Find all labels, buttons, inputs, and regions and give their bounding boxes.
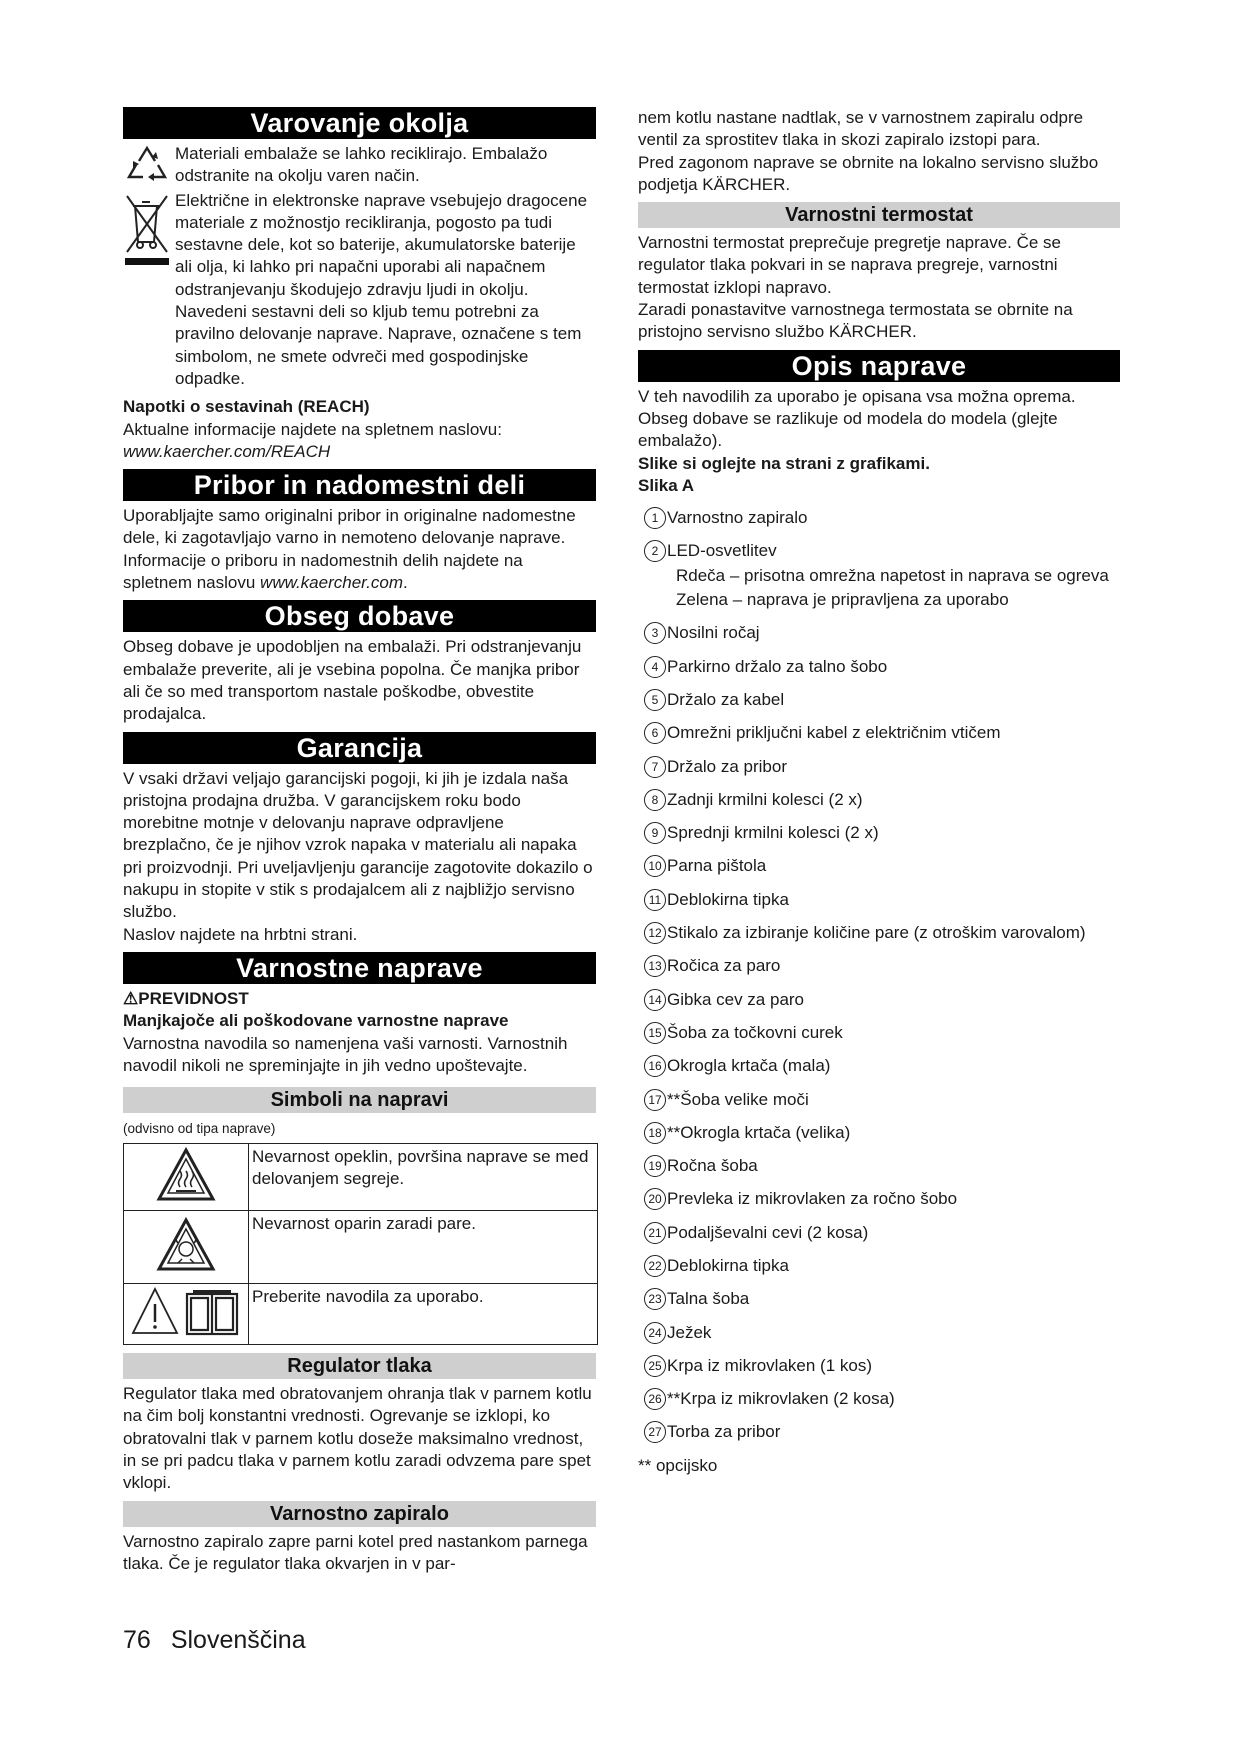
thermostat-paragraph: Varnostni termostat preprečuje pregretje naprave. Če se regulator tlaka pokvari in se naprava pregreje, varnostni termostat izklopi napravo. <box>638 233 1062 297</box>
table-row <box>124 1211 598 1284</box>
item-label: Deblokirna tipka <box>667 1255 789 1275</box>
symbol-text: Preberite navodila za uporabo. <box>249 1284 598 1345</box>
subheading-symbols: Simboli na napravi <box>123 1087 596 1113</box>
list-item <box>638 1122 1120 1144</box>
list-item <box>638 1355 1120 1377</box>
list-item <box>638 955 1120 977</box>
thermostat-reset-note: Zaradi ponastavitve varnostnega termostata se obrnite na pristojno servisno službo KÄRCHER. <box>638 300 1073 342</box>
left-column <box>123 107 596 1575</box>
section-heading-accessories: Pribor in nadomestni deli <box>123 469 596 501</box>
lock-paragraph: Varnostno zapiralo zapre parni kotel pred nastankom parnega tlaka. Če je regulator tlaka okvarjen in v par- <box>123 1531 588 1573</box>
crossed-bin-icon <box>123 192 171 268</box>
item-number-badge: 6 <box>644 722 666 744</box>
item-label: Omrežni priključni kabel z električnim vtičem <box>667 723 1001 743</box>
list-item <box>638 1388 1120 1410</box>
list-item <box>638 989 1120 1011</box>
accessories-info: Informacije o priboru in nadomestnih delih najdete na spletnem naslovu www.kaercher.com. <box>123 550 523 593</box>
read-manual-icon <box>131 1286 241 1338</box>
table-row <box>124 1284 598 1345</box>
item-label: Varnostno zapiralo <box>667 508 808 528</box>
scope-paragraph: Obseg dobave je upodobljen na embalaži. Pri odstranjevanju embalaže preverite, ali je vsebina popolna. Če manjka pribor ali če so med transportom nastale poškodbe, obvestite prodajalca. <box>123 637 582 724</box>
env-paragraph-1: Materiali embalaže se lahko reciklirajo. Embalažo odstranite na okolju varen način. <box>175 144 548 186</box>
subheading-pressure-regulator: Regulator tlaka <box>123 1353 596 1379</box>
item-number-badge: 1 <box>644 507 666 529</box>
item-number-badge: 7 <box>644 756 666 778</box>
list-item <box>638 889 1120 911</box>
led-sub-red: Rdeča – prisotna omrežna napetost in naprava se ogreva <box>676 565 1109 585</box>
item-number-badge: 19 <box>644 1155 666 1177</box>
list-item <box>638 540 1120 562</box>
section-heading-device-description: Opis naprave <box>638 350 1120 382</box>
item-label: Deblokirna tipka <box>667 889 789 909</box>
caution-label: ⚠PREVIDNOST <box>123 988 249 1008</box>
list-item <box>638 1288 1120 1310</box>
item-number-badge: 3 <box>644 622 666 644</box>
list-item <box>638 507 1120 529</box>
page-number: 76 <box>123 1626 151 1654</box>
item-label: Šoba za točkovni curek <box>667 1022 843 1042</box>
list-item <box>638 1322 1120 1344</box>
symbol-text: Nevarnost opeklin, površina naprave se med delovanjem segreje. <box>249 1144 598 1211</box>
item-number-badge: 9 <box>644 822 666 844</box>
item-number-badge: 15 <box>644 1022 666 1044</box>
item-number-badge: 21 <box>644 1222 666 1244</box>
item-label: Okrogla krtača (mala) <box>667 1056 831 1076</box>
item-label: Gibka cev za paro <box>667 989 805 1009</box>
item-number-badge: 17 <box>644 1089 666 1111</box>
list-item <box>638 1022 1120 1044</box>
accessories-url[interactable]: www.kaercher.com <box>260 573 404 593</box>
list-item <box>638 855 1120 877</box>
section-heading-scope: Obseg dobave <box>123 600 596 632</box>
item-label: **Krpa iz mikrovlaken (2 kosa) <box>667 1389 895 1409</box>
list-item <box>638 722 1120 744</box>
safety-paragraph: Varnostna navodila so namenjena vaši varnosti. Varnostnih navodil nikoli ne spreminjajte in jih vedno upoštevajte. <box>123 1033 568 1075</box>
section-heading-warranty: Garancija <box>123 732 596 764</box>
item-label: Talna šoba <box>667 1289 750 1309</box>
item-number-badge: 20 <box>644 1188 666 1210</box>
item-label: Nosilni ročaj <box>667 623 760 643</box>
item-number-badge: 12 <box>644 922 666 944</box>
parts-list <box>638 507 1120 1444</box>
led-sub-green: Zelena – naprava je pripravljena za uporabo <box>676 590 1009 610</box>
lock-service-note: Pred zagonom naprave se obrnite na lokalno servisno službo podjetja KÄRCHER. <box>638 152 1099 194</box>
item-label: Ježek <box>667 1322 712 1342</box>
item-label: LED-osvetlitev <box>667 541 777 561</box>
section-heading-safety-devices: Varnostne naprave <box>123 952 596 984</box>
recycling-icon <box>123 143 171 187</box>
item-label: Držalo za kabel <box>667 689 785 709</box>
list-item <box>638 1055 1120 1077</box>
right-column <box>638 107 1120 1477</box>
list-item <box>638 689 1120 711</box>
hot-surface-icon <box>156 1147 216 1203</box>
subheading-safety-thermostat: Varnostni termostat <box>638 202 1120 228</box>
list-item <box>638 1222 1120 1244</box>
list-item <box>638 1089 1120 1111</box>
item-label: Držalo za pribor <box>667 756 787 776</box>
item-number-badge: 2 <box>644 540 666 562</box>
item-number-badge: 4 <box>644 656 666 678</box>
subheading-safety-lock: Varnostno zapiralo <box>123 1501 596 1527</box>
item-number-badge: 26 <box>644 1388 666 1410</box>
list-item <box>638 1188 1120 1210</box>
caution-subtitle: Manjkajoče ali poškodovane varnostne naprave <box>123 1011 509 1031</box>
item-number-badge: 18 <box>644 1122 666 1144</box>
item-number-badge: 13 <box>644 955 666 977</box>
description-paragraph: V teh navodilih za uporabo je opisana vsa možna oprema. Obseg dobave se razlikuje od modela do modela (glejte embalažo). <box>638 386 1076 451</box>
item-number-badge: 5 <box>644 689 666 711</box>
item-label: Ročica za paro <box>667 956 781 976</box>
symbol-icon-cell <box>124 1211 249 1284</box>
section-heading-environment: Varovanje okolja <box>123 107 596 139</box>
symbol-icon-cell <box>124 1284 249 1345</box>
item-number-badge: 10 <box>644 855 666 877</box>
env-weee-block <box>123 190 596 391</box>
steam-hazard-icon <box>156 1217 216 1273</box>
item-label: Prevleka iz mikrovlaken za ročno šobo <box>667 1189 958 1209</box>
reach-text: Aktualne informacije najdete na spletnem naslovu: <box>123 419 502 439</box>
pressure-paragraph: Regulator tlaka med obratovanjem ohranja tlak v parnem kotlu na čim bolj konstantni vrednosti. Ogrevanje se izklopi, ko obratovalni tlak v parnem kotlu doseže maksimalno vrednost, in se pri padcu tlaka v parnem kotlu zaradi odvzema pare spet vklopi. <box>123 1384 592 1493</box>
env-recycle-block <box>123 143 596 188</box>
item-label: Podaljševalni cevi (2 kosa) <box>667 1222 869 1242</box>
warranty-address: Naslov najdete na hrbtni strani. <box>123 924 358 944</box>
page-footer <box>123 1626 326 1655</box>
warning-triangle-icon: ⚠ <box>123 988 139 1008</box>
item-number-badge: 11 <box>644 889 666 911</box>
item-number-badge: 25 <box>644 1355 666 1377</box>
figure-a-label: Slika A <box>638 475 695 495</box>
optional-note: ** opcijsko <box>638 1455 718 1475</box>
lock-paragraph-continued: nem kotlu nastane nadtlak, se v varnostnem zapiralu odpre ventil za sprostitev tlaka in skozi zapiralo izstopi para. <box>638 108 1084 150</box>
symbol-icon-cell <box>124 1144 249 1211</box>
list-item <box>638 789 1120 811</box>
item-number-badge: 27 <box>644 1421 666 1443</box>
item-number-badge: 23 <box>644 1288 666 1310</box>
footer-language: Slovenščina <box>170 1626 306 1654</box>
item-number-badge: 22 <box>644 1255 666 1277</box>
list-item <box>638 1421 1120 1443</box>
list-item <box>638 656 1120 678</box>
item-label: Sprednji krmilni kolesci (2 x) <box>667 823 879 843</box>
list-item <box>638 756 1120 778</box>
list-item <box>638 1155 1120 1177</box>
item-label: **Okrogla krtača (velika) <box>667 1122 851 1142</box>
accessories-paragraph: Uporabljajte samo originalni pribor in originalne nadomestne dele, ki zagotavljajo varno in nemoteno delovanje naprave. <box>123 506 576 548</box>
list-item <box>638 1255 1120 1277</box>
item-label: Zadnji krmilni kolesci (2 x) <box>667 789 863 809</box>
item-number-badge: 16 <box>644 1055 666 1077</box>
figures-note: Slike si oglejte na strani z grafikami. <box>638 453 930 473</box>
item-label: Krpa iz mikrovlaken (1 kos) <box>667 1355 873 1375</box>
symbol-text: Nevarnost oparin zaradi pare. <box>249 1211 598 1284</box>
item-number-badge: 8 <box>644 789 666 811</box>
symbols-note: (odvisno od tipa naprave) <box>123 1121 276 1137</box>
item-label: Torba za pribor <box>667 1422 781 1442</box>
item-label: Stikalo za izbiranje količine pare (z otroškim varovalom) <box>667 923 1086 943</box>
item-label: **Šoba velike moči <box>667 1089 809 1109</box>
list-item <box>638 922 1120 944</box>
item-label: Ročna šoba <box>667 1156 758 1176</box>
warranty-paragraph: V vsaki državi veljajo garancijski pogoji, ki jih je izdala naša pristojna prodajna družba. V garancijskem roku bodo morebitne motnje v delovanju naprave odpravljene brezplačno, če je njihov vzrok napaka v materialu ali napaka pri proizvodnji. Pri uveljavljenju garancije zagotovite dokazilo o nakupu in stopite v stik s prodajalcem ali z najbližjo servisno službo. <box>123 768 593 922</box>
env-paragraph-2: Električne in elektronske naprave vsebujejo dragocene materiale z možnostjo recikliranja, pogosto pa tudi sestavne dele, kot so baterije, akumulatorske baterije ali olja, ki lahko pri napačni uporabi ali napačnem odstranjevanju škodujejo zdravju ljudi in okolju. Navedeni sestavni deli so kljub temu potrebni za pravilno delovanje naprave. Naprave, označene s tem simbolom, ne smete odvreči med gospodinjske odpadke. <box>175 190 588 388</box>
list-item <box>638 622 1120 644</box>
item-number-badge: 14 <box>644 989 666 1011</box>
item-number-badge: 24 <box>644 1322 666 1344</box>
item-label: Parna pištola <box>667 856 767 876</box>
item-label: Parkirno držalo za talno šobo <box>667 656 888 676</box>
reach-url[interactable]: www.kaercher.com/REACH <box>123 441 331 461</box>
reach-title: Napotki o sestavinah (REACH) <box>123 397 370 417</box>
symbols-table <box>123 1143 598 1345</box>
table-row <box>124 1144 598 1211</box>
list-item <box>638 822 1120 844</box>
